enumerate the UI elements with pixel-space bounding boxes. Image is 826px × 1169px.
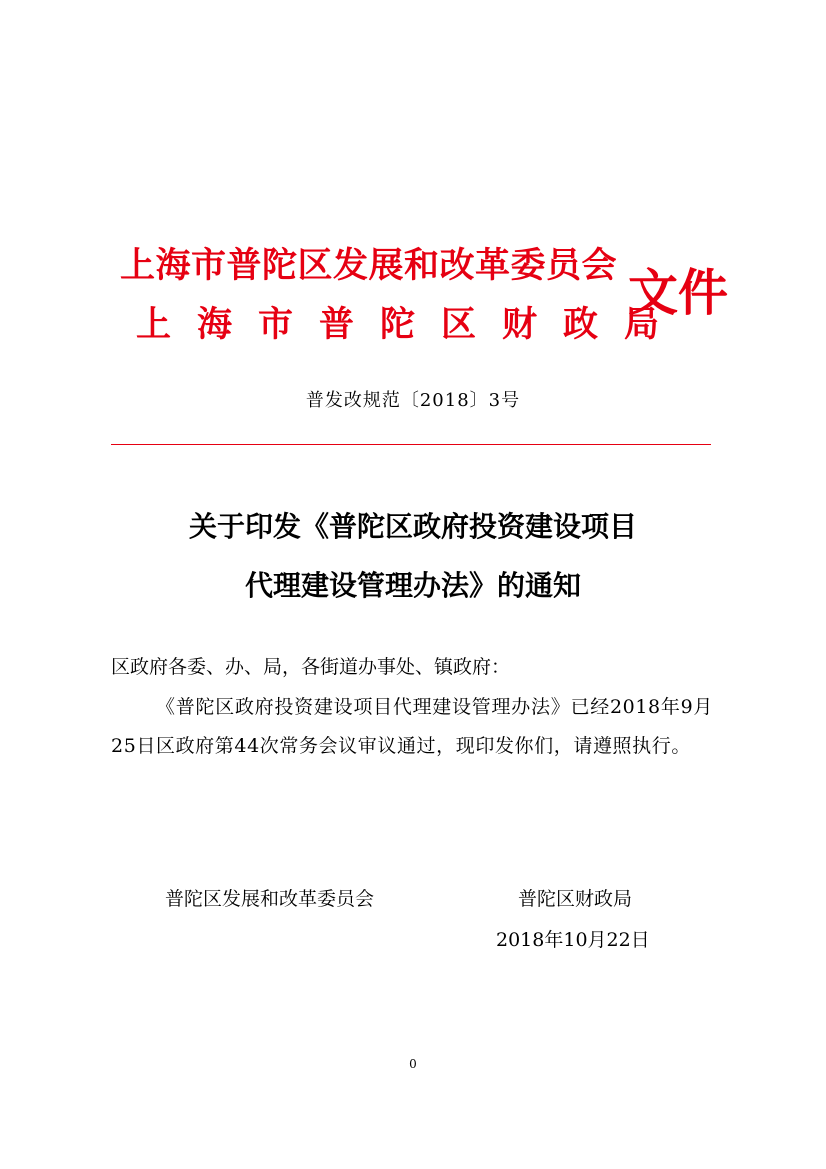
notice-title-line-1: 关于印发《普陀区政府投资建设项目 <box>188 510 637 543</box>
issuer-name-finance-bureau: 上海市普陀区财政局 <box>136 304 686 345</box>
signature-org-development-reform: 普陀区发展和改革委员会 <box>165 888 375 910</box>
body-paragraph: 《普陀区政府投资建设项目代理建设管理办法》已经2018年9月25日区政府第44次常务会议审议通过，现印发你们，请遵照执行。 <box>111 696 713 757</box>
salutation: 区政府各委、办、局，各街道办事处、镇政府： <box>111 656 511 678</box>
notice-title-line-2: 代理建设管理办法》的通知 <box>244 569 581 602</box>
signature-org-finance-bureau: 普陀区财政局 <box>518 888 633 910</box>
header-divider-line <box>111 444 711 445</box>
issue-date: 2018年10月22日 <box>496 929 650 951</box>
document-number: 普发改规范〔2018〕3号 <box>305 390 521 411</box>
issuer-name-development-reform: 上海市普陀区发展和改革委员会 <box>120 245 618 286</box>
document-type-suffix: 文件 <box>628 263 728 322</box>
page-number: 0 <box>409 1057 417 1071</box>
